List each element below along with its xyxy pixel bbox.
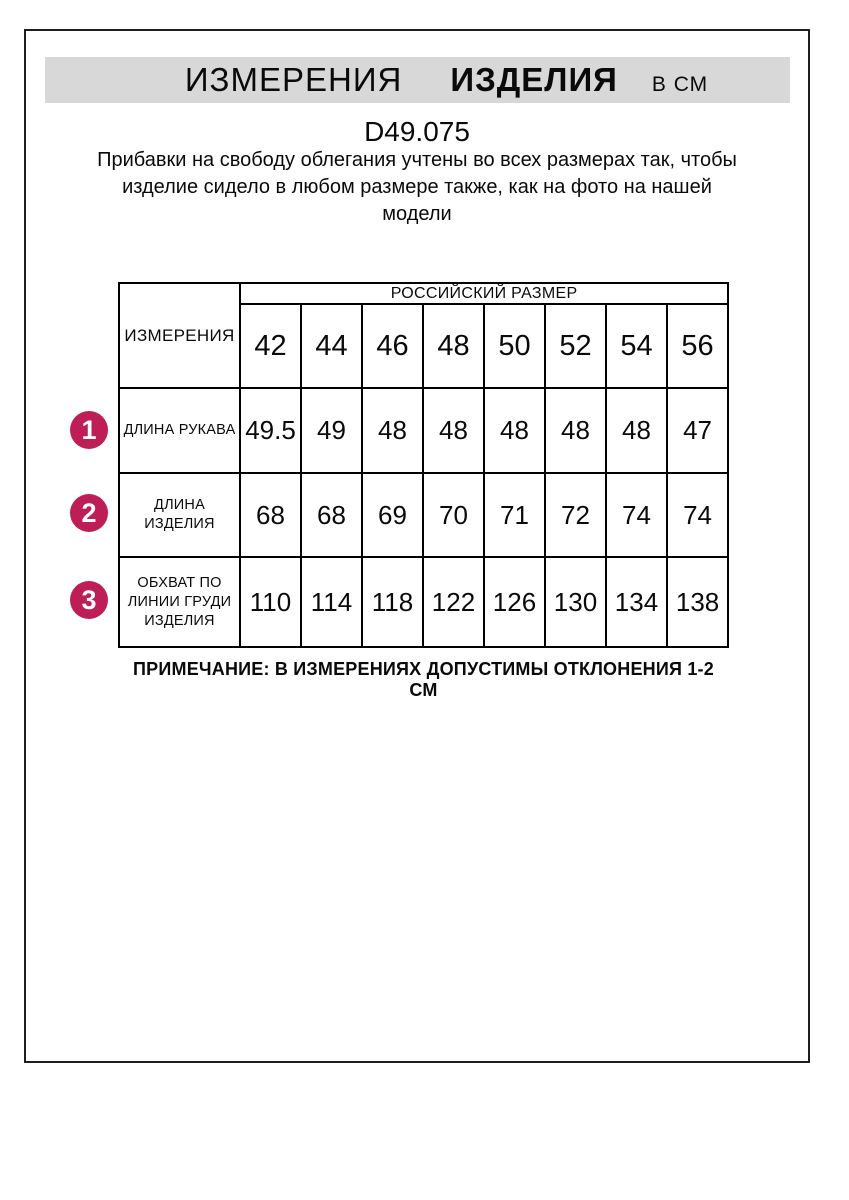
size-column-header: 48 <box>423 304 484 388</box>
size-column-header: 42 <box>240 304 301 388</box>
description-line: Прибавки на свободу облегания учтены во всех размерах так, чтобы <box>97 149 737 171</box>
value-cell: 126 <box>484 557 545 647</box>
value-cell: 74 <box>606 473 667 557</box>
value-cell: 122 <box>423 557 484 647</box>
model-code: D49.075 <box>364 116 470 147</box>
value-cell: 48 <box>484 388 545 473</box>
table-row <box>119 557 728 647</box>
value-cell: 118 <box>362 557 423 647</box>
title-units-label: В СМ <box>651 73 709 96</box>
size-column-header: 46 <box>362 304 423 388</box>
table-row <box>119 473 728 557</box>
value-cell: 110 <box>240 557 301 647</box>
value-cell: 68 <box>301 473 362 557</box>
description-line: модели <box>382 203 452 225</box>
value-cell: 49.5 <box>240 388 301 473</box>
value-cell: 134 <box>606 557 667 647</box>
value-cell: 70 <box>423 473 484 557</box>
row-number-badge-2: 2 <box>70 494 108 532</box>
size-column-header: 56 <box>667 304 728 388</box>
row-label-cell: ДЛИНА РУКАВА <box>119 388 240 473</box>
row-number-badge-1: 1 <box>70 411 108 449</box>
value-cell: 69 <box>362 473 423 557</box>
size-column-header: 44 <box>301 304 362 388</box>
size-column-header: 54 <box>606 304 667 388</box>
size-column-header: 50 <box>484 304 545 388</box>
value-cell: 138 <box>667 557 728 647</box>
value-cell: 48 <box>362 388 423 473</box>
value-cell: 130 <box>545 557 606 647</box>
value-cell: 48 <box>545 388 606 473</box>
value-cell: 74 <box>667 473 728 557</box>
size-column-header: 52 <box>545 304 606 388</box>
value-cell: 68 <box>240 473 301 557</box>
value-cell: 47 <box>667 388 728 473</box>
table-row <box>119 388 728 473</box>
title-band <box>45 57 790 103</box>
value-cell: 48 <box>423 388 484 473</box>
title-product-word: ИЗДЕЛИЯ <box>450 61 618 98</box>
value-cell: 114 <box>301 557 362 647</box>
size-table <box>118 282 729 648</box>
description-paragraph <box>24 147 810 228</box>
value-cell: 72 <box>545 473 606 557</box>
row-number-badge-3: 3 <box>70 581 108 619</box>
size-group-header-cell: РОССИЙСКИЙ РАЗМЕР <box>240 283 728 304</box>
title-measurements-word: ИЗМЕРЕНИЯ <box>184 61 403 98</box>
value-cell: 48 <box>606 388 667 473</box>
description-line: изделие сидело в любом размере также, как на фото на нашей <box>122 176 712 198</box>
row-label-cell: ОБХВАТ ПО ЛИНИИ ГРУДИ ИЗДЕЛИЯ <box>119 557 240 647</box>
value-cell: 71 <box>484 473 545 557</box>
row-label-cell: ДЛИНА ИЗДЕЛИЯ <box>119 473 240 557</box>
measurements-header-cell: ИЗМЕРЕНИЯ <box>119 283 240 388</box>
value-cell: 49 <box>301 388 362 473</box>
note-text: ПРИМЕЧАНИЕ: В ИЗМЕРЕНИЯХ ДОПУСТИМЫ ОТКЛОНЕНИЯ 1-2 СМ <box>133 659 714 700</box>
